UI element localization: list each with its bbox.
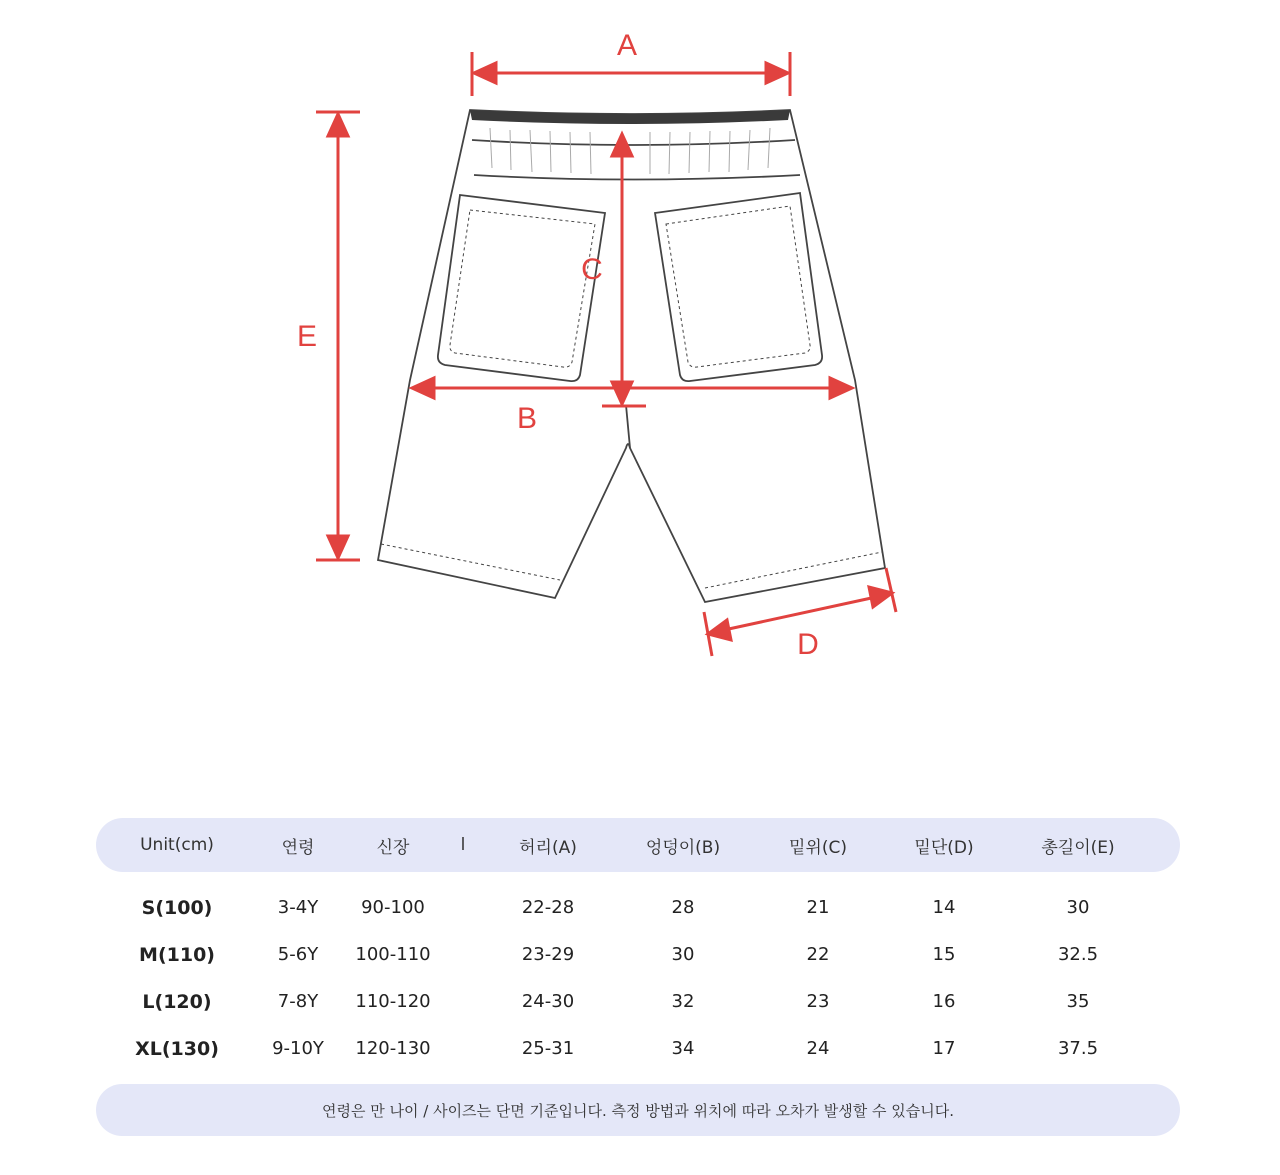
height-cell: 90-100 (361, 897, 425, 918)
height-cell: 120-130 (355, 1038, 431, 1059)
header-height: 신장 (376, 837, 410, 858)
header-unit: Unit(cm) (140, 835, 214, 855)
table-row (96, 978, 1180, 1025)
waist-cell: 24-30 (521, 991, 575, 1012)
header-hem: 밑단(D) (914, 837, 974, 858)
header-divider: l (460, 835, 466, 855)
age-cell: 3-4Y (277, 897, 319, 918)
length-cell: 30 (1066, 897, 1090, 918)
size-cell: L(120) (142, 990, 212, 1013)
rise-cell: 24 (806, 1038, 830, 1059)
size-table (96, 818, 1180, 1072)
hip-cell: 32 (671, 991, 695, 1012)
size-cell: M(110) (139, 943, 215, 966)
dimension-label-c: C (581, 253, 603, 286)
hem-cell: 14 (932, 897, 956, 918)
rise-cell: 21 (806, 897, 830, 918)
size-cell: XL(130) (135, 1037, 219, 1060)
waistband-top (470, 110, 790, 124)
length-cell: 37.5 (1057, 1038, 1099, 1059)
length-cell: 35 (1066, 991, 1090, 1012)
age-cell: 7-8Y (277, 991, 319, 1012)
dimension-label-a: A (616, 29, 638, 62)
dimension-label-e: E (296, 320, 318, 353)
header-rise: 밑위(C) (789, 837, 847, 858)
rise-cell: 23 (806, 991, 830, 1012)
hip-cell: 34 (671, 1038, 695, 1059)
length-cell: 32.5 (1057, 944, 1099, 965)
size-cell: S(100) (141, 896, 213, 919)
rise-cell: 22 (806, 944, 830, 965)
hem-cell: 16 (932, 991, 956, 1012)
hip-cell: 30 (671, 944, 695, 965)
waist-cell: 23-29 (521, 944, 575, 965)
table-row (96, 884, 1180, 931)
dimension-label-d: D (797, 628, 819, 661)
height-cell: 110-120 (355, 991, 431, 1012)
hip-cell: 28 (671, 897, 695, 918)
note-text: 연령은 만 나이 / 사이즈는 단면 기준입니다. 측정 방법과 위치에 따라 오차가 발생할 수 있습니다. (322, 1101, 954, 1120)
size-table-header (96, 818, 1180, 872)
age-cell: 9-10Y (272, 1038, 324, 1059)
header-waist: 허리(A) (519, 837, 577, 858)
size-table-body (96, 884, 1180, 1072)
height-cell: 100-110 (355, 944, 431, 965)
dimension-label-b: B (516, 402, 538, 435)
header-total-length: 총길이(E) (1041, 837, 1115, 858)
waist-cell: 25-31 (521, 1038, 575, 1059)
shorts-outline (378, 110, 885, 602)
hem-cell: 17 (932, 1038, 956, 1059)
waist-cell: 22-28 (521, 897, 575, 918)
header-age: 연령 (281, 837, 315, 858)
table-row (96, 1025, 1180, 1072)
measurement-note (96, 1084, 1180, 1136)
header-hip: 엉덩이(B) (645, 837, 721, 858)
hem-cell: 15 (932, 944, 956, 965)
table-row (96, 931, 1180, 978)
age-cell: 5-6Y (277, 944, 319, 965)
